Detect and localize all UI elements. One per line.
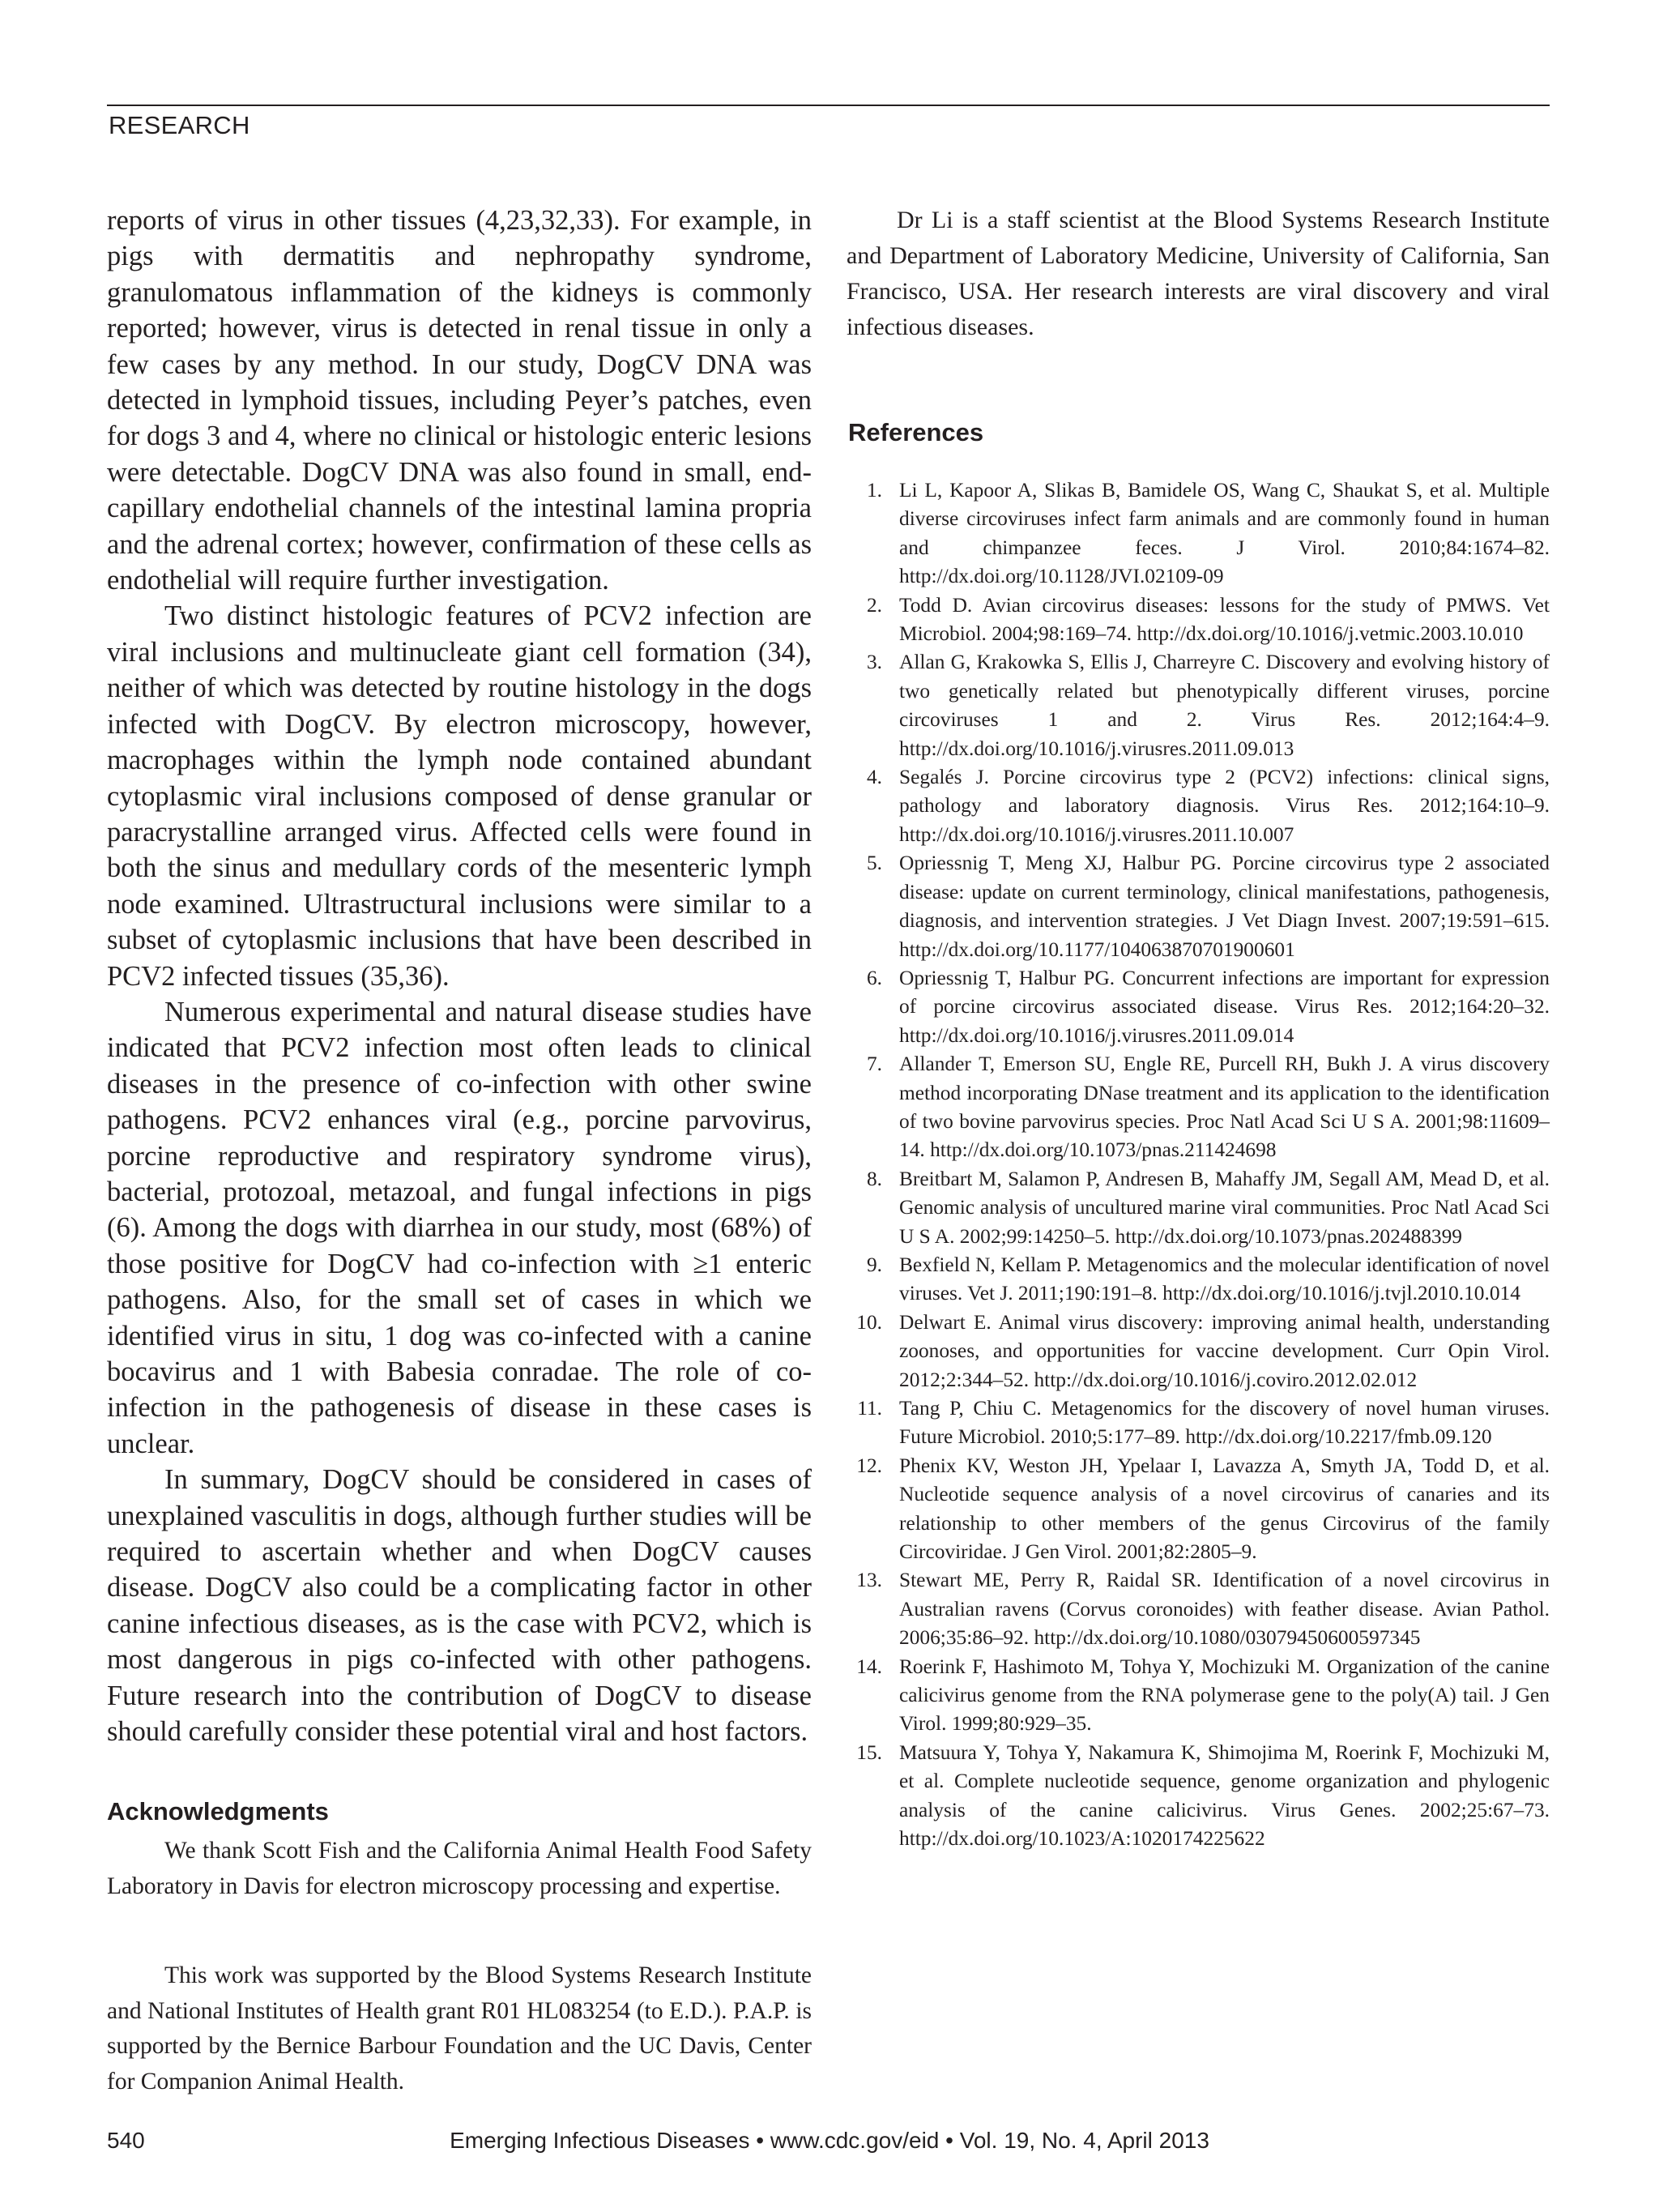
reference-text: Allan G, Krakowka S, Ellis J, Charreyre C. Discovery and evolving history of two genetically related but phenotypically different viruses, porcine circoviruses 1 and 2. Virus Res. 2012;164:4–9. http://dx.doi.org/10.1016/j.virusres.2011.09.013 bbox=[899, 651, 1550, 760]
reference-number: 11. bbox=[857, 1397, 882, 1420]
paragraph-1: reports of virus in other tissues (4,23,32,33). For example, in pigs with dermatitis and nephropathy syndrome, granulomatous inflammation of the kidneys is commonly reported; however, virus is detected in renal tissue in only a few cases by any method. In our study, DogCV DNA was detected in lymphoid tissues, including Peyer’s patches, even for dogs 3 and 4, where no clinical or histologic enteric lesions were detectable. DogCV DNA was also found in small, end-capillary endothelial channels of the intestinal lamina propria and the adrenal cortex; however, confirmation of these cells as endothelial will require further investigation. bbox=[107, 205, 812, 596]
page-number: 540 bbox=[107, 2128, 145, 2153]
paragraph-2: Two distinct histologic features of PCV2 infection are viral inclusions and multinucleate giant cell formation (34), neither of which was detected by routine histology in the dogs infected with DogCV. By electron microscopy, however, macrophages within the lymph node contained abundant cytoplasmic viral inclusions composed of dense granular or paracrystalline arranged virus. Affected cells were found in both the sinus and medullary cords of the mesenteric lymph node examined. Ultrastructural inclusions were similar to a subset of cytoplasmic inclusions that have been described in PCV2 infected tissues (35,36). bbox=[107, 600, 812, 992]
body-text-left bbox=[107, 203, 812, 1749]
reference-number: 12. bbox=[856, 1454, 882, 1477]
reference-number: 2. bbox=[866, 593, 882, 617]
author-bio: Dr Li is a staff scientist at the Blood Systems Research Institute and Department of Laboratory Medicine, University of California, San Francisco, USA. Her research interests are viral discovery and viral infectious diseases. bbox=[847, 207, 1550, 340]
reference-list bbox=[847, 476, 1550, 1854]
ack-text-1: We thank Scott Fish and the California Animal Health Food Safety Laboratory in Davis for electron microscopy processing and expertise. bbox=[107, 1838, 812, 1899]
ack-text-2: This work was supported by the Blood Systems Research Institute and National Institutes of Health grant R01 HL083254 (to E.D.). P.A.P. is supported by the Bernice Barbour Foundation and the UC Davis, Center for Companion Animal Health. bbox=[107, 1962, 812, 2095]
reference-text: Roerink F, Hashimoto M, Tohya Y, Mochizuki M. Organization of the canine calicivirus genome from the RNA polymerase gene to the poly(A) tail. J Gen Virol. 1999;80:929–35. bbox=[899, 1655, 1550, 1736]
reference-number: 1. bbox=[866, 479, 882, 502]
paragraph-4: In summary, DogCV should be considered in cases of unexplained vasculitis in dogs, although further studies will be required to ascertain whether and when DogCV causes disease. DogCV also could be a complicating factor in other canine infectious diseases, as is the case with PCV2, which is most dangerous in pigs co-infected with other pathogens. Future research into the contribution of DogCV to disease should carefully consider these potential viral and host factors. bbox=[107, 1464, 812, 1748]
reference-item bbox=[847, 648, 1550, 763]
reference-text: Matsuura Y, Tohya Y, Nakamura K, Shimojima M, Roerink F, Mochizuki M, et al. Complete nucleotide sequence, genome organization and phylogenic analysis of the canine calicivirus. Virus Genes. 2002;25:67–73. http://dx.doi.org/10.1023/A:1020174225622 bbox=[899, 1740, 1550, 1851]
reference-text: Segalés J. Porcine circovirus type 2 (PCV2) infections: clinical signs, pathology and laboratory diagnosis. Virus Res. 2012;164:10–9. http://dx.doi.org/10.1016/j.virusres.2011.10.007 bbox=[899, 766, 1550, 846]
reference-text: Stewart ME, Perry R, Raidal SR. Identification of a novel circovirus in Australian ravens (Corvus coronoides) with feather disease. Avian Pathol. 2006;35:86–92. http://dx.doi.org/10.1080/03079450600597345 bbox=[899, 1569, 1550, 1650]
reference-text: Phenix KV, Weston JH, Ypelaar I, Lavazza A, Smyth JA, Todd D, et al. Nucleotide sequence analysis of a novel circovirus of canaries and its relationship to other members of the genus Circovirus of the family Circoviridae. J Gen Virol. 2001;82:2805–9. bbox=[899, 1454, 1550, 1564]
bio-block bbox=[847, 203, 1550, 345]
reference-number: 6. bbox=[866, 966, 882, 989]
reference-item bbox=[847, 476, 1550, 591]
reference-text: Opriessnig T, Halbur PG. Concurrent infections are important for expression of porcine circovirus associated disease. Virus Res. 2012;164:20–32. http://dx.doi.org/10.1016/j.virusres.2011.09.014 bbox=[899, 966, 1550, 1047]
reference-item bbox=[847, 1165, 1550, 1251]
acknowledgments-paragraph-1 bbox=[107, 1834, 812, 1904]
reference-number: 10. bbox=[856, 1310, 882, 1334]
reference-item bbox=[847, 1653, 1550, 1739]
acknowledgments-paragraph-2 bbox=[107, 1958, 812, 2099]
reference-text: Li L, Kapoor A, Slikas B, Bamidele OS, Wang C, Shaukat S, et al. Multiple diverse circoviruses infect farm animals and are commonly found in human and chimpanzee feces. J Virol. 2010;84:1674–82. http://dx.doi.org/10.1128/JVI.02109-09 bbox=[899, 479, 1550, 588]
reference-number: 13. bbox=[856, 1569, 882, 1592]
reference-item bbox=[847, 964, 1550, 1050]
reference-text: Breitbart M, Salamon P, Andresen B, Mahaffy JM, Segall AM, Mead D, et al. Genomic analysis of uncultured marine viral communities. Proc Natl Acad Sci U S A. 2002;99:14250–5. http://dx.doi.org/10.1073/pnas.202488399 bbox=[899, 1167, 1550, 1248]
reference-number: 4. bbox=[866, 766, 882, 789]
reference-number: 9. bbox=[866, 1253, 882, 1276]
reference-text: Todd D. Avian circovirus diseases: lessons for the study of PMWS. Vet Microbiol. 2004;98:169–74. http://dx.doi.org/10.1016/j.vetmic.2003.10.010 bbox=[899, 593, 1550, 646]
acknowledgments-heading: Acknowledgments bbox=[107, 1797, 329, 1826]
reference-item bbox=[847, 849, 1550, 964]
reference-item bbox=[847, 1566, 1550, 1652]
reference-text: Bexfield N, Kellam P. Metagenomics and the molecular identification of novel viruses. Vet J. 2011;190:191–8. http://dx.doi.org/10.1016/j.tvjl.2010.10.014 bbox=[899, 1253, 1550, 1305]
reference-number: 7. bbox=[866, 1053, 882, 1076]
header-rule bbox=[107, 105, 1550, 106]
reference-item bbox=[847, 1452, 1550, 1567]
reference-item bbox=[847, 1309, 1550, 1394]
reference-number: 3. bbox=[866, 651, 882, 674]
reference-item bbox=[847, 1394, 1550, 1452]
reference-number: 8. bbox=[866, 1167, 882, 1190]
reference-item bbox=[847, 591, 1550, 649]
reference-item bbox=[847, 763, 1550, 849]
section-label: RESEARCH bbox=[109, 111, 250, 139]
reference-number: 15. bbox=[856, 1740, 882, 1764]
paragraph-3: Numerous experimental and natural disease studies have indicated that PCV2 infection most often leads to clinical diseases in the presence of co-infection with other swine pathogens. PCV2 enhances viral (e.g., porcine parvovirus, porcine reproductive and respiratory syndrome virus), bacterial, protozoal, metazoal, and fungal infections in pigs (6). Among the dogs with diarrhea in our study, most (68%) of those positive for DogCV had co-infection with ≥1 enteric pathogens. Also, for the small set of cases in which we identified virus in situ, 1 dog was co-infected with a canine bocavirus and 1 with Babesia conradae. The role of co-infection in the pathogenesis of disease in these cases is unclear. bbox=[107, 996, 812, 1459]
journal-footer: Emerging Infectious Diseases • www.cdc.gov/eid • Vol. 19, No. 4, April 2013 bbox=[450, 2128, 1209, 2153]
reference-item bbox=[847, 1739, 1550, 1854]
reference-item bbox=[847, 1050, 1550, 1165]
reference-text: Delwart E. Animal virus discovery: improving animal health, understanding zoonoses, and opportunities for vaccine development. Curr Opin Virol. 2012;2:344–52. http://dx.doi.org/10.1016/j.coviro.2012.02.012 bbox=[899, 1310, 1550, 1391]
reference-text: Opriessnig T, Meng XJ, Halbur PG. Porcine circovirus type 2 associated disease: update on current terminology, clinical manifestations, pathogenesis, diagnosis, and intervention strategies. J Vet Diagn Invest. 2007;19:591–615. http://dx.doi.org/10.1177/104063870701900601 bbox=[899, 852, 1550, 961]
reference-text: Allander T, Emerson SU, Engle RE, Purcell RH, Bukh J. A virus discovery method incorporating DNase treatment and its application to the identification of two bovine parvovirus species. Proc Natl Acad Sci U S A. 2001;98:11609–14. http://dx.doi.org/10.1073/pnas.211424698 bbox=[899, 1053, 1550, 1162]
reference-text: Tang P, Chiu C. Metagenomics for the discovery of novel human viruses. Future Microbiol. 2010;5:177–89. http://dx.doi.org/10.2217/fmb.09.120 bbox=[899, 1397, 1550, 1449]
references-heading: References bbox=[848, 418, 984, 446]
reference-item bbox=[847, 1251, 1550, 1309]
reference-number: 5. bbox=[866, 852, 882, 875]
reference-number: 14. bbox=[856, 1655, 882, 1678]
